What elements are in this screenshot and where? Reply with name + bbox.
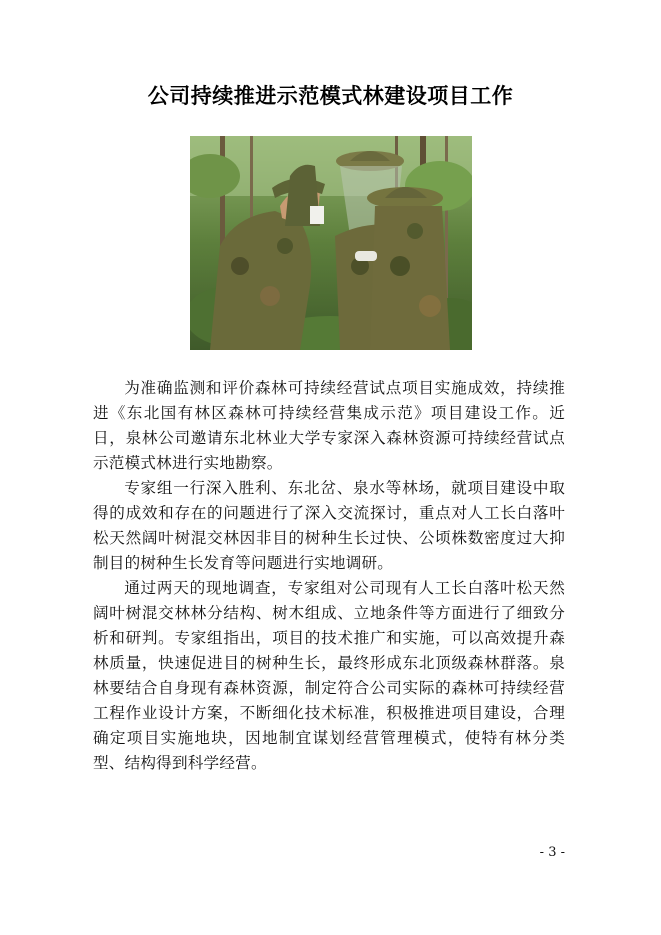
paragraph-2: 专家组一行深入胜利、东北岔、泉水等林场，就项目建设中取得的成效和存在的问题进行了深入交流探讨，重点对人工长白落叶松天然阔叶树混交林因非目的树种生长过快、公顷株数密度过大抑制目的树种生长发育等问题进行实地调研。 [93, 479, 565, 572]
page-number: - 3 - [539, 845, 565, 860]
article-body [93, 376, 565, 776]
page-title: 公司持续推进示范模式林建设项目工作 [147, 84, 514, 108]
forest-survey-photo [190, 136, 472, 350]
paragraph-3: 通过两天的现地调查，专家组对公司现有人工长白落叶松天然阔叶树混交林林分结构、树木组成、立地条件等方面进行了细致分析和研判。专家组指出，项目的技术推广和实施，可以高效提升森林质量，快速促进目的树种生长，最终形成东北顶级森林群落。泉林要结合自身现有森林资源，制定符合公司实际的森林可持续经营工程作业设计方案，不断细化技术标准，积极推进项目建设，合理确定项目实施地块，因地制宜谋划经营管理模式，使特有林分类型、结构得到科学经营。 [93, 579, 565, 772]
paragraph-1: 为准确监测和评价森林可持续经营试点项目实施成效，持续推进《东北国有林区森林可持续经营集成示范》项目建设工作。近日，泉林公司邀请东北林业大学专家深入森林资源可持续经营试点示范模式林进行实地勘察。 [93, 379, 565, 472]
